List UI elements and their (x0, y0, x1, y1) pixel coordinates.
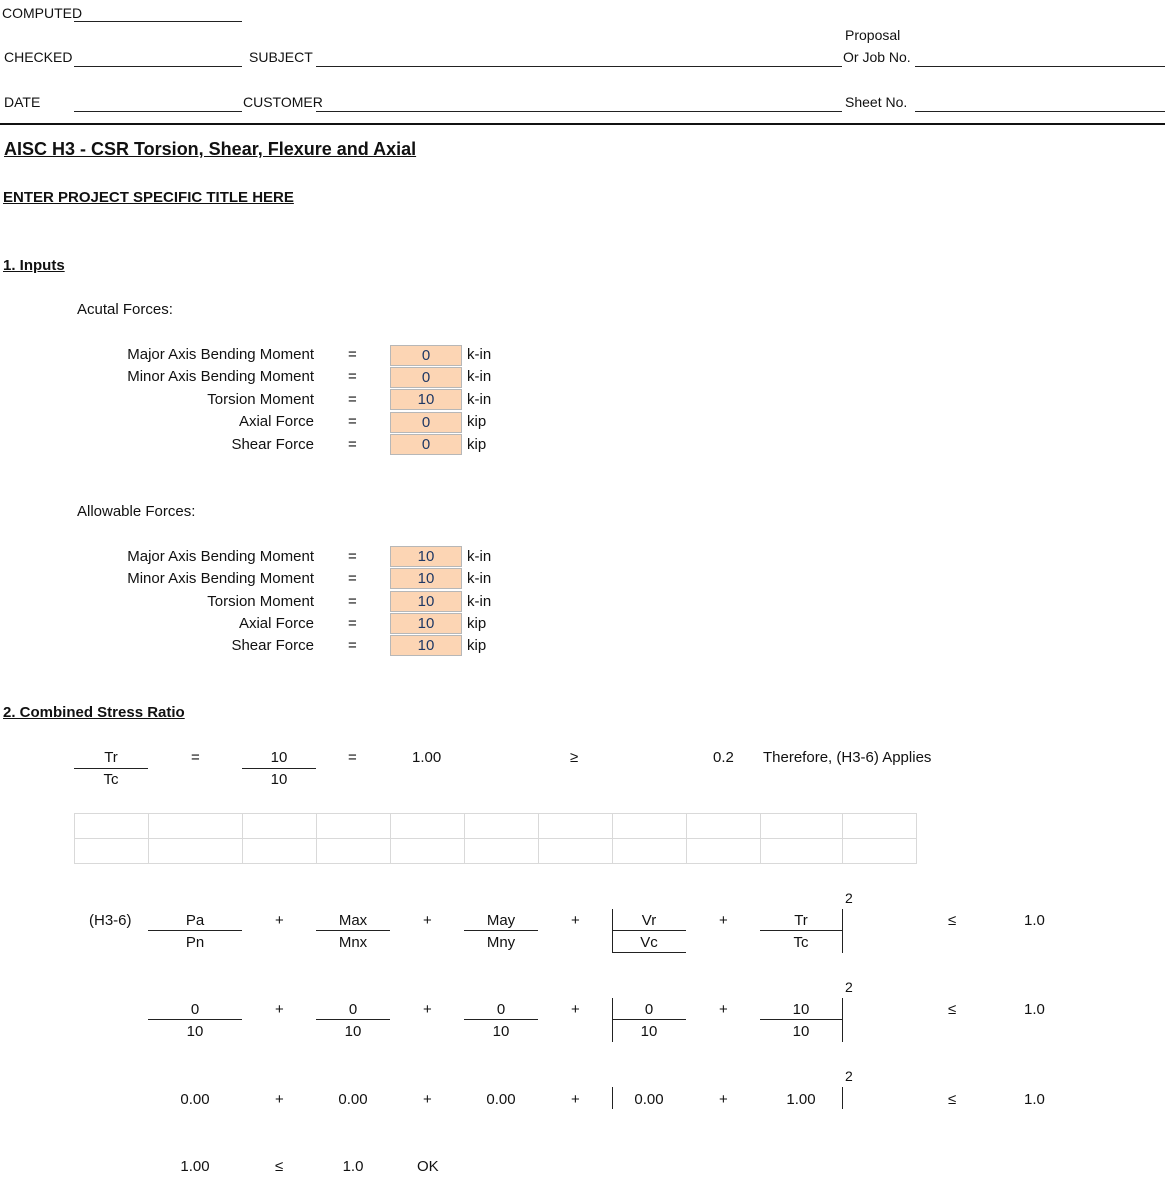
fraction-bar (612, 930, 686, 931)
grid-cell[interactable] (74, 813, 149, 839)
value-numerator: 0 (190, 1001, 200, 1018)
ratio-value: 1.00 (786, 1091, 816, 1108)
equals-sign: = (348, 436, 357, 453)
fraction-bar (316, 1019, 390, 1020)
grid-cell[interactable] (686, 813, 761, 839)
unit-label: k-in (467, 368, 492, 385)
allowable-shear-input[interactable]: 10 (390, 635, 462, 656)
value-denominator: 10 (186, 1023, 204, 1040)
value-denominator: 10 (344, 1023, 362, 1040)
force-label: Minor Axis Bending Moment (127, 368, 314, 385)
grid-cell[interactable] (390, 838, 465, 864)
grid-cell[interactable] (464, 838, 539, 864)
unit-label: k-in (467, 593, 492, 610)
plus-sign: + (571, 1001, 580, 1018)
equals-sign: = (348, 570, 357, 587)
grid-cell[interactable] (760, 838, 843, 864)
equation-label: (H3-6) (89, 912, 132, 929)
inputs-heading: 1. Inputs (3, 257, 65, 274)
le-sign: ≤ (948, 1001, 957, 1018)
term-denominator: Mny (486, 934, 516, 951)
status-badge: OK (417, 1158, 439, 1175)
actual-axial-input[interactable]: 0 (390, 412, 462, 433)
page-title: AISC H3 - CSR Torsion, Shear, Flexure and Axial (4, 139, 417, 159)
plus-sign: + (423, 912, 432, 929)
grid-cell[interactable] (148, 838, 243, 864)
force-label: Minor Axis Bending Moment (127, 570, 314, 587)
ratio-numerator: Tr (104, 749, 118, 766)
ratio-threshold: 0.2 (713, 749, 734, 766)
fraction-bar (464, 1019, 538, 1020)
fraction-bar (148, 930, 242, 931)
grid-cell[interactable] (538, 838, 613, 864)
ratio-num-value: 10 (270, 749, 288, 766)
ratio-conclusion: Therefore, (H3-6) Applies (763, 749, 932, 766)
sheet-no-field-line[interactable] (915, 111, 1165, 112)
equation-limit: 1.0 (1024, 1091, 1045, 1108)
plus-sign: + (275, 912, 284, 929)
force-label: Major Axis Bending Moment (127, 548, 314, 565)
equals-sign: = (348, 346, 357, 363)
le-sign: ≤ (948, 912, 957, 929)
force-label: Torsion Moment (207, 593, 314, 610)
grid-cell[interactable] (842, 813, 917, 839)
value-denominator: 10 (640, 1023, 658, 1040)
ratio-value: 0.00 (634, 1091, 664, 1108)
plus-sign: + (275, 1091, 284, 1108)
job-no-field-line[interactable] (915, 66, 1165, 67)
allowable-axial-input[interactable]: 10 (390, 613, 462, 634)
equals-sign: = (348, 615, 357, 632)
ge-sign: ≥ (570, 749, 579, 766)
unit-label: k-in (467, 391, 492, 408)
actual-torsion-input[interactable]: 10 (390, 389, 462, 410)
value-numerator: 0 (348, 1001, 358, 1018)
ratio-result: 1.00 (412, 749, 442, 766)
fraction-bar (74, 768, 148, 769)
exponent: 2 (845, 1068, 853, 1084)
actual-forces-label: Acutal Forces: (77, 301, 173, 318)
checked-label: CHECKED (4, 49, 73, 65)
header-divider (0, 123, 1165, 125)
term-denominator: Mnx (338, 934, 368, 951)
plus-sign: + (423, 1091, 432, 1108)
computed-field-line[interactable] (74, 21, 242, 22)
equals-sign: = (191, 749, 200, 766)
ratio-den-value: 10 (270, 771, 288, 788)
grid-cell[interactable] (316, 813, 391, 839)
force-label: Axial Force (238, 413, 314, 430)
ratio-value: 0.00 (486, 1091, 516, 1108)
project-title[interactable]: ENTER PROJECT SPECIFIC TITLE HERE (3, 189, 294, 206)
grid-cell[interactable] (242, 838, 317, 864)
final-limit: 1.0 (342, 1158, 364, 1175)
grid-cell[interactable] (612, 813, 687, 839)
actual-major-input[interactable]: 0 (390, 345, 462, 366)
equals-sign: = (348, 637, 357, 654)
force-label: Axial Force (238, 615, 314, 632)
date-label: DATE (4, 94, 41, 110)
unit-label: kip (467, 615, 487, 632)
unit-label: k-in (467, 548, 492, 565)
value-denominator: 10 (792, 1023, 810, 1040)
grid-cell[interactable] (538, 813, 613, 839)
term-numerator: May (486, 912, 516, 929)
customer-label: CUSTOMER (243, 94, 323, 110)
value-numerator: 0 (644, 1001, 654, 1018)
force-label: Shear Force (231, 637, 314, 654)
exponent: 2 (845, 979, 853, 995)
fraction-bar (612, 1019, 686, 1020)
le-sign: ≤ (948, 1091, 957, 1108)
term-numerator: Tr (794, 912, 808, 929)
actual-minor-input[interactable]: 0 (390, 367, 462, 388)
fraction-bar (760, 930, 842, 931)
term-denominator: Tc (793, 934, 809, 951)
unit-label: k-in (467, 570, 492, 587)
grid-cell[interactable] (686, 838, 761, 864)
value-denominator: 10 (492, 1023, 510, 1040)
unit-label: kip (467, 436, 487, 453)
bracket-bottom (612, 952, 686, 953)
grid-cell[interactable] (148, 813, 243, 839)
term-denominator: Pn (185, 934, 205, 951)
grid-cell[interactable] (760, 813, 843, 839)
ratio-value: 0.00 (180, 1091, 210, 1108)
plus-sign: + (719, 1001, 728, 1018)
subject-field-line[interactable] (316, 66, 842, 67)
sheet-no-label: Sheet No. (845, 94, 908, 110)
plus-sign: + (571, 1091, 580, 1108)
force-label: Major Axis Bending Moment (127, 346, 314, 363)
equation-limit: 1.0 (1024, 912, 1045, 929)
plus-sign: + (571, 912, 580, 929)
grid-cell[interactable] (242, 813, 317, 839)
grid-cell[interactable] (842, 838, 917, 864)
allowable-forces-label: Allowable Forces: (77, 503, 196, 520)
allowable-minor-input[interactable]: 10 (390, 568, 462, 589)
fraction-bar (148, 1019, 242, 1020)
equals-sign: = (348, 749, 357, 766)
bracket-right (842, 1087, 843, 1109)
allowable-major-input[interactable]: 10 (390, 546, 462, 567)
computed-label: COMPUTED (2, 5, 83, 21)
unit-label: kip (467, 637, 487, 654)
term-numerator: Max (338, 912, 368, 929)
term-numerator: Pa (185, 912, 205, 929)
equation-limit: 1.0 (1024, 1001, 1045, 1018)
plus-sign: + (719, 1091, 728, 1108)
fraction-bar (464, 930, 538, 931)
final-value: 1.00 (180, 1158, 210, 1175)
force-label: Shear Force (231, 436, 314, 453)
equals-sign: = (348, 413, 357, 430)
unit-label: k-in (467, 346, 492, 363)
fraction-bar (242, 768, 316, 769)
fraction-bar (316, 930, 390, 931)
plus-sign: + (719, 912, 728, 929)
ratio-denominator: Tc (103, 771, 119, 788)
subject-label: SUBJECT (249, 49, 313, 65)
value-numerator: 0 (496, 1001, 506, 1018)
equals-sign: = (348, 548, 357, 565)
grid-cell[interactable] (74, 838, 149, 864)
plus-sign: + (423, 1001, 432, 1018)
grid-cell[interactable] (316, 838, 391, 864)
ratio-value: 0.00 (338, 1091, 368, 1108)
equals-sign: = (348, 368, 357, 385)
customer-field-line[interactable] (316, 111, 842, 112)
allowable-torsion-input[interactable]: 10 (390, 591, 462, 612)
term-numerator: Vr (641, 912, 657, 929)
plus-sign: + (275, 1001, 284, 1018)
csr-heading: 2. Combined Stress Ratio (3, 704, 185, 721)
proposal-label: Proposal (845, 27, 901, 43)
le-sign: ≤ (275, 1158, 284, 1175)
force-label: Torsion Moment (207, 391, 314, 408)
term-denominator: Vc (640, 934, 658, 951)
equals-sign: = (348, 593, 357, 610)
exponent: 2 (845, 890, 853, 906)
value-numerator: 10 (792, 1001, 810, 1018)
checked-field-line[interactable] (74, 66, 242, 67)
fraction-bar (760, 1019, 842, 1020)
unit-label: kip (467, 413, 487, 430)
grid-cell[interactable] (612, 838, 687, 864)
grid-cell[interactable] (464, 813, 539, 839)
job-no-label: Or Job No. (843, 49, 911, 65)
bracket-right (842, 909, 843, 953)
grid-cell[interactable] (390, 813, 465, 839)
bracket-right (842, 998, 843, 1042)
date-field-line[interactable] (74, 111, 242, 112)
actual-shear-input[interactable]: 0 (390, 434, 462, 455)
equals-sign: = (348, 391, 357, 408)
